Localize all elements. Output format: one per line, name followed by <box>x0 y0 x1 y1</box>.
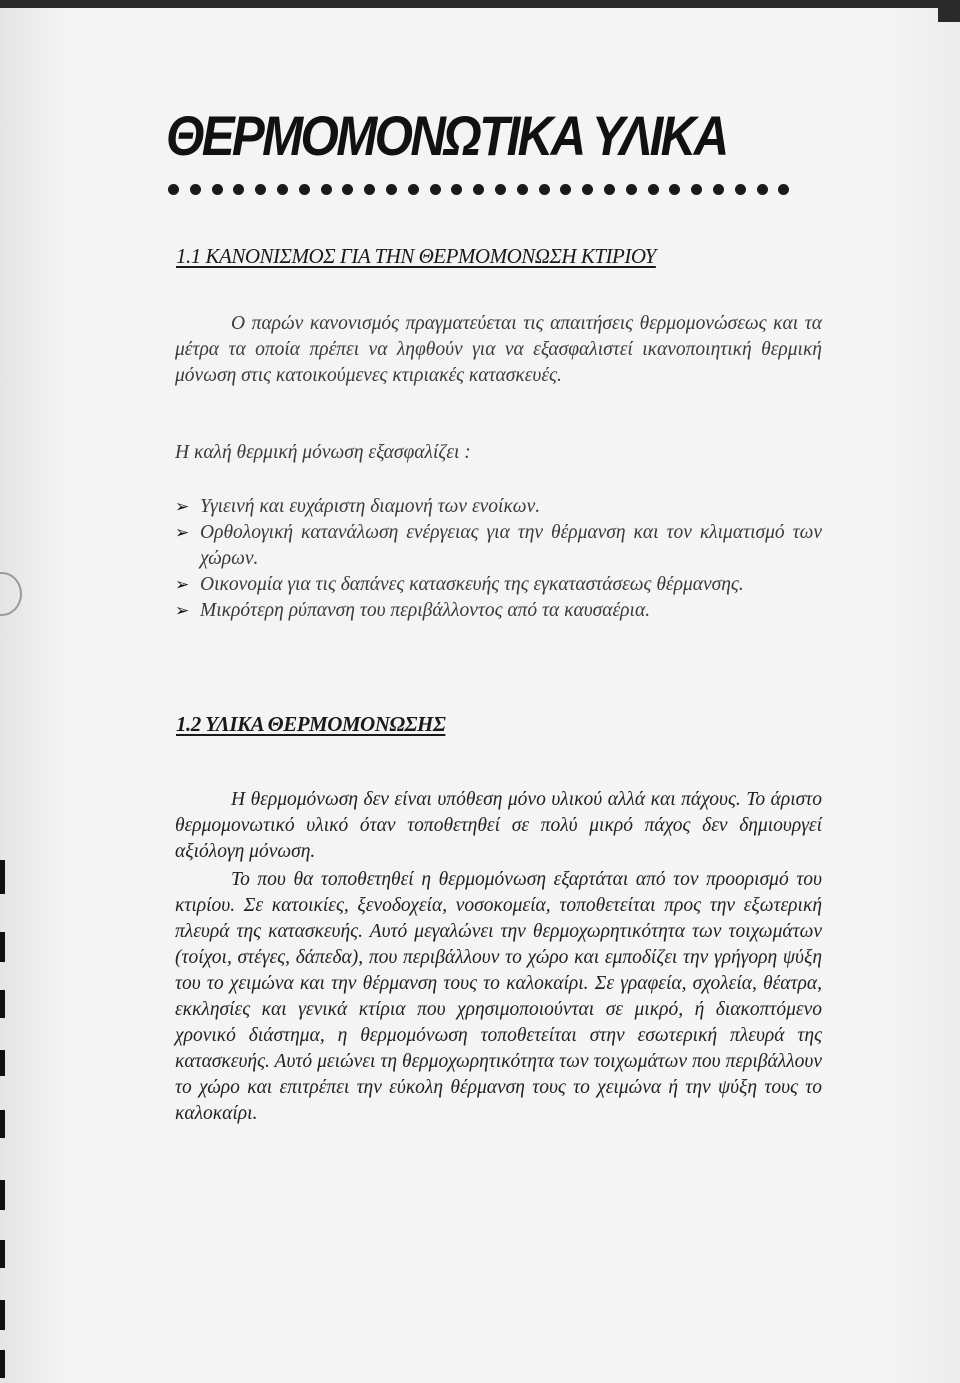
arrow-bullet-icon: ➢ <box>175 575 190 594</box>
scan-corner-mark <box>938 8 960 22</box>
arrow-bullet-icon: ➢ <box>175 523 190 542</box>
binding-mark <box>0 860 5 894</box>
binding-mark <box>0 1110 5 1138</box>
bullet-list <box>175 494 822 624</box>
binding-mark <box>0 932 5 962</box>
list-item <box>175 520 822 572</box>
binding-mark <box>0 1300 5 1330</box>
section-heading: 1.1 ΚΑΝΟΝΙΣΜΟΣ ΓΙΑ ΤΗΝ ΘΕΡΜΟΜΟΝΩΣΗ ΚΤΙΡΙΟΥ <box>176 244 656 268</box>
arrow-bullet-icon: ➢ <box>175 497 190 516</box>
paragraph: Η θερμομόνωση δεν είναι υπόθεση μόνο υλικού αλλά και πάχους. Το άριστο θερμομονωτικό υλικό όταν τοποθετηθεί σε πολύ μικρό πάχος δεν δημιουργεί αξιόλογη μόνωση. <box>175 789 822 862</box>
list-item <box>175 494 822 520</box>
paragraph: Ο παρών κανονισμός πραγματεύεται τις απαιτήσεις θερμομονώσεως και τα μέτρα τα οποία πρέπει να ληφθούν για να εξασφαλιστεί ικανοποιητική θερμική μόνωση στις κατοικούμενες κτιριακές κατασκευές. <box>175 313 822 386</box>
list-item-text: Ορθολογική κατανάλωση ενέργειας για την θέρμανση και τον κλιματισμό των χώρων. <box>200 522 822 569</box>
list-item-text: Υγιεινή και ευχάριστη διαμονή των ενοίκων. <box>200 496 541 517</box>
document-title: ΘΕΡΜΟΜΟΝΩΤΙΚΑ ΥΛΙΚΑ <box>166 104 727 167</box>
list-intro: Η καλή θερμική μόνωση εξασφαλίζει : <box>175 442 471 463</box>
list-item-text: Οικονομία για τις δαπάνες κατασκευής της εγκαταστάσεως θέρμανσης. <box>200 574 744 595</box>
paragraph: Το που θα τοποθετηθεί η θερμομόνωση εξαρτάται από τον προορισμό του κτιρίου. Σε κατοικίες, ξενοδοχεία, νοσοκομεία, τοποθετείται προς την εξωτερική πλευρά της κατασκευής. Αυτό μεγαλώνει την θερμοχωρητικότητα των τοιχωμάτων (τοίχοι, στέγες, δάπεδα), που περιβάλλουν το χώρο και εμποδίζει την γρήγορη ψύξη του το χειμώνα και την θέρμανση τους το καλοκαίρι. Σε γραφεία, σχολεία, θέατρα, εκκλησίες και γενικά κτίρια που χρησιμοποιούνται σε μικρό, ή διακοπτόμενο χρονικό διάστημα, η θερμομόνωση τοποθετείται στην εσωτερική πλευρά της κατασκευής. Αυτό μειώνει τη θερμοχωρητικότητα των τοιχωμάτων που περιβάλλουν το χώρο και επιτρέπει την εύκολη θέρμανση τους το χειμώνα ή την ψύξη τους το καλοκαίρι. <box>175 869 822 1124</box>
list-item <box>175 598 822 624</box>
binding-mark <box>0 1240 5 1268</box>
arrow-bullet-icon: ➢ <box>175 601 190 620</box>
scan-top-edge <box>0 0 960 8</box>
dot-divider <box>168 180 788 198</box>
list-item <box>175 572 822 598</box>
binding-mark <box>0 1050 5 1076</box>
binding-mark <box>0 1180 5 1210</box>
section-heading: 1.2 ΥΛΙΚΑ ΘΕΡΜΟΜΟΝΩΣΗΣ <box>176 712 446 736</box>
list-item-text: Μικρότερη ρύπανση του περιβάλλοντος από τα καυσαέρια. <box>200 600 651 621</box>
binding-mark <box>0 1350 5 1378</box>
binding-mark <box>0 990 5 1018</box>
